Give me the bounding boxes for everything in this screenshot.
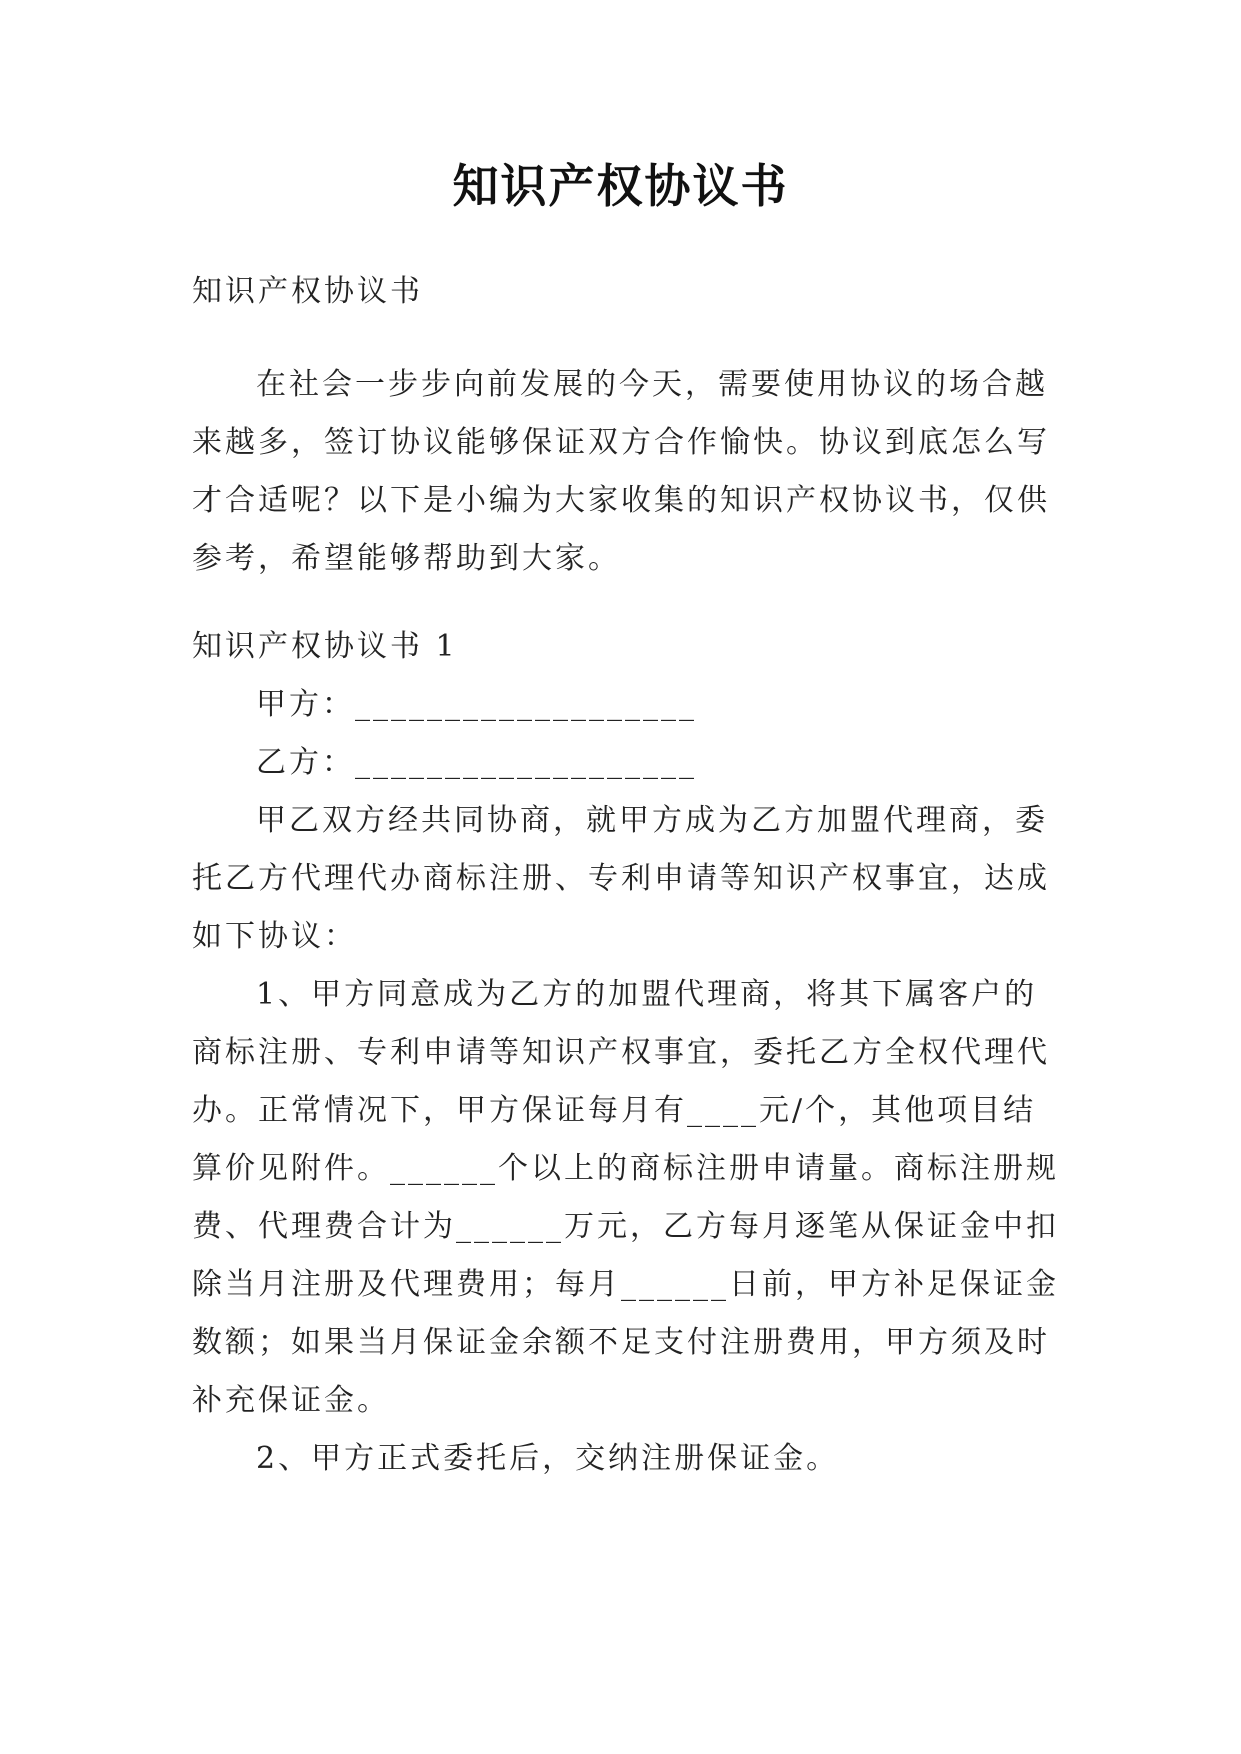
party-a-line: 甲方：___________________ bbox=[256, 687, 697, 722]
section-1 bbox=[192, 618, 1060, 1488]
preamble-paragraph: 甲乙双方经共同协商，就甲方成为乙方加盟代理商，委托乙方代理代办商标注册、专利申请等知识产权事宜，达成如下协议： bbox=[192, 803, 1050, 954]
section-1-heading: 知识产权协议书 1 bbox=[192, 629, 458, 664]
document-title: 知识产权协议书 bbox=[452, 159, 789, 213]
subtitle-text: 知识产权协议书 bbox=[192, 274, 423, 309]
clause-1-paragraph: 1、甲方同意成为乙方的加盟代理商，将其下属客户的商标注册、专利申请等知识产权事宜，委托乙方全权代理代办。正常情况下，甲方保证每月有____元/个，其他项目结算价见附件。______个以上的商标注册申请量。商标注册规费、代理费合计为______万元，乙方每月逐笔从保证金中扣除当月注册及代理费用；每月______日前，甲方补足保证金数额；如果当月保证金余额不足支付注册费用，甲方须及时补充保证金。 bbox=[192, 977, 1059, 1418]
document-subtitle bbox=[192, 263, 1060, 321]
intro-text: 在社会一步步向前发展的今天，需要使用协议的场合越来越多，签订协议能够保证双方合作愉快。协议到底怎么写才合适呢？以下是小编为大家收集的知识产权协议书，仅供参考，希望能够帮助到大家。 bbox=[192, 367, 1050, 576]
intro-paragraph bbox=[192, 356, 1060, 588]
party-b-line: 乙方：___________________ bbox=[256, 745, 697, 780]
clause-2-paragraph: 2、甲方正式委托后，交纳注册保证金。 bbox=[256, 1441, 840, 1476]
